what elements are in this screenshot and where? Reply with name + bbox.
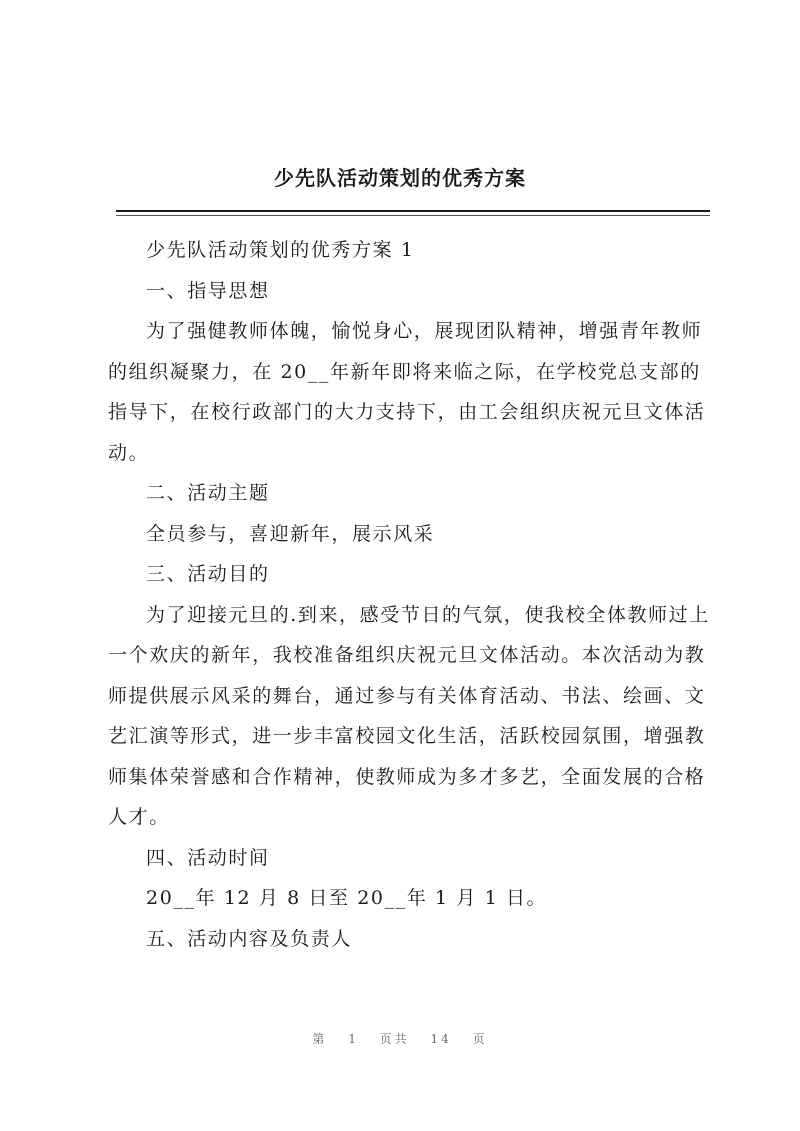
footer-page-total: 14	[430, 1032, 452, 1046]
body-paragraph: 为了强健教师体魄，愉悦身心，展现团队精神，增强青年教师的组织凝聚力，在 20__年新年即将来临之际，在学校党总支部的指导下，在校行政部门的大力支持下，由工会组织庆祝元旦文体活动。	[108, 320, 706, 464]
title-divider-thin	[116, 215, 710, 216]
body-paragraph: 20__年 12 月 8 日至 20__年 1 月 1 日。	[146, 887, 548, 909]
section-heading: 五、活动内容及负责人	[146, 927, 353, 950]
title-divider	[116, 210, 710, 212]
footer-mid: 页共	[379, 1032, 410, 1046]
section-heading: 少先队活动策划的优秀方案 1	[146, 239, 415, 261]
footer-prefix: 第	[312, 1032, 328, 1046]
body-paragraph: 全员参与，喜迎新年，展示风采	[146, 522, 435, 545]
footer-page-number: 1	[348, 1032, 359, 1046]
section-heading: 一、指导思想	[146, 279, 270, 302]
footer-suffix: 页	[472, 1032, 488, 1046]
document-body	[108, 230, 714, 959]
section-heading: 二、活动主题	[146, 482, 270, 504]
section-heading: 四、活动时间	[146, 846, 270, 869]
body-paragraph: 为了迎接元旦的.到来，感受节日的气氛，使我校全体教师过上一个欢庆的新年，我校准备组织庆祝元旦文体活动。本次活动为教师提供展示风采的舞台，通过参与有关体育活动、书法、绘画、文艺汇演等形式，进一步丰富校园文化生活，活跃校园氛围，增强教师集体荣誉感和合作精神，使教师成为多才多艺，全面发展的合格人才。	[108, 603, 710, 828]
page-footer	[0, 1030, 800, 1047]
section-heading: 三、活动目的	[146, 563, 270, 585]
document-title: 少先队活动策划的优秀方案	[274, 166, 526, 190]
